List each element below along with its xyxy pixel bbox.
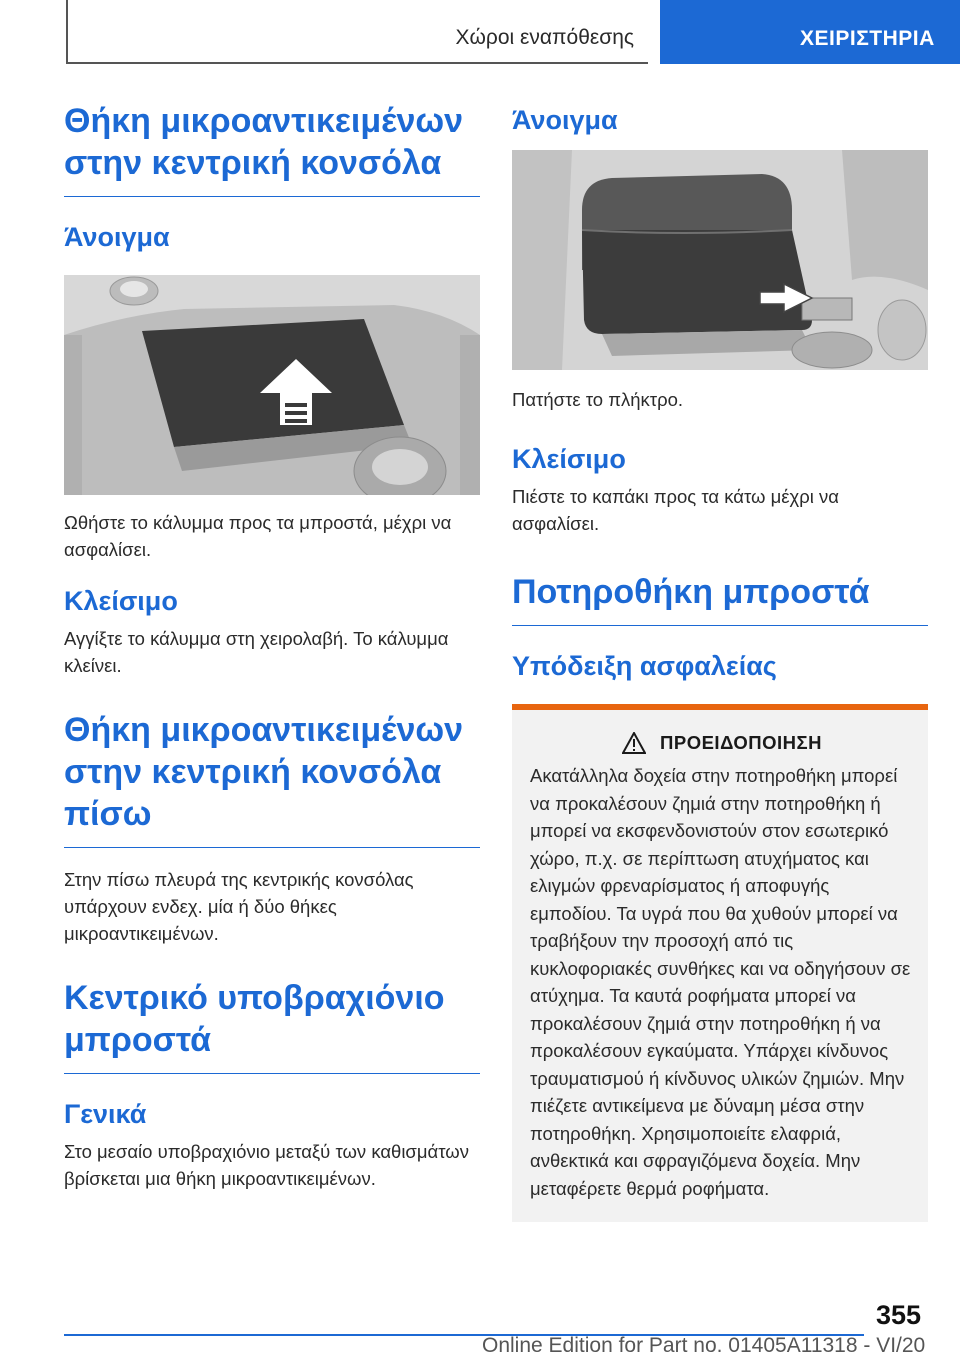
opening-instruction: Ωθήστε το κάλυμμα προς τα μπροστά, μέχρι να ασφαλίσει. [64,512,452,560]
page-number: 355 [876,1300,922,1330]
warning-title: ΠΡΟΕΙΔΟΠΟΙΗΣΗ [660,732,822,753]
heading-closing: Κλείσιμο [64,586,178,616]
armrest-opening-instruction: Πατήστε το πλήκτρο. [512,389,684,410]
warning-box [512,704,928,1222]
section-tab [66,0,648,64]
heading-opening: Άνοιγμα [64,222,170,252]
warning-triangle-icon [622,732,646,754]
right-column [512,100,928,1222]
left-column [64,100,480,1192]
heading-safety-note: Υπόδειξη ασφαλείας [512,651,777,681]
rear-storage-text: Στην πίσω πλευρά της κεντρικής κονσόλας υπάρχουν ενδεχ. μία ή δύο θήκες μικροαντικειμένων. [64,869,414,944]
chapter-title: ΧΕΙΡΙΣΤΗΡΙΑ [800,27,935,50]
heading-rear-console-storage: Θήκη μικροαντικειμένων στην κεντρική κονσόλα πίσω [64,709,480,848]
heading-console-storage: Θήκη μικροαντικειμένων στην κεντρική κονσόλα [64,100,480,197]
heading-front-armrest: Κεντρικό υποβραχιόνιο μπροστά [64,977,480,1074]
console-storage-image [64,275,480,495]
closing-instruction: Αγγίξτε το κάλυμμα στη χειρολαβή. Το κάλυμμα κλείνει. [64,628,449,676]
heading-cupholder-front: Ποτηροθήκη μπροστά [512,571,928,626]
general-text: Στο μεσαίο υποβραχιόνιο μεταξύ των καθισμάτων βρίσκεται μια θήκη μικροαντικειμένων. [64,1141,469,1189]
section-title: Χώροι εναπόθεσης [455,26,634,49]
heading-armrest-opening: Άνοιγμα [512,105,618,135]
edition-text: Online Edition for Part no. 01405A11318 - VI/20 [482,1334,926,1357]
console-storage-illustration [64,275,480,495]
armrest-image [512,150,928,370]
page-header [0,0,960,66]
heading-general: Γενικά [64,1099,147,1129]
heading-armrest-closing: Κλείσιμο [512,444,626,474]
armrest-illustration [512,150,928,370]
warning-text: Ακατάλληλα δοχεία στην ποτηροθήκη μπορεί να προκαλέσουν ζημιά στην ποτηροθήκη ή μπορεί να εκσφενδονιστούν στον εσωτερικό χώρο, π.χ. σε περίπτωση ατυχήματος και ελιγμών φρεναρίσματος ή αποφυγής εμποδίου. Τα υγρά που θα χυθούν μπορεί να τραβήξουν την προσοχή από τις κυκλοφοριακές συνθήκες και να οδηγήσουν σε ατύχημα. Τα καυτά ροφήματα μπορεί να προκαλέσουν ζημιά στην ποτηροθήκη ή να προκαλέσουν εγκαύματα. Υπάρχει κίνδυνος τραυματισμού ή κίνδυνος υλικών ζημιών. Μην πιέζετε αντικείμενα με δύναμη μέσα στην ποτηροθήκη. Χρησιμοποιείτε ελαφριά, ανθεκτικά και σφραγιζόμενα δοχεία. Μην μεταφέρετε θερμά ροφήματα. [530,765,911,1199]
armrest-closing-instruction: Πιέστε το καπάκι προς τα κάτω μέχρι να ασφαλίσει. [512,486,839,534]
chapter-tab [660,0,960,64]
warning-header [530,732,914,754]
